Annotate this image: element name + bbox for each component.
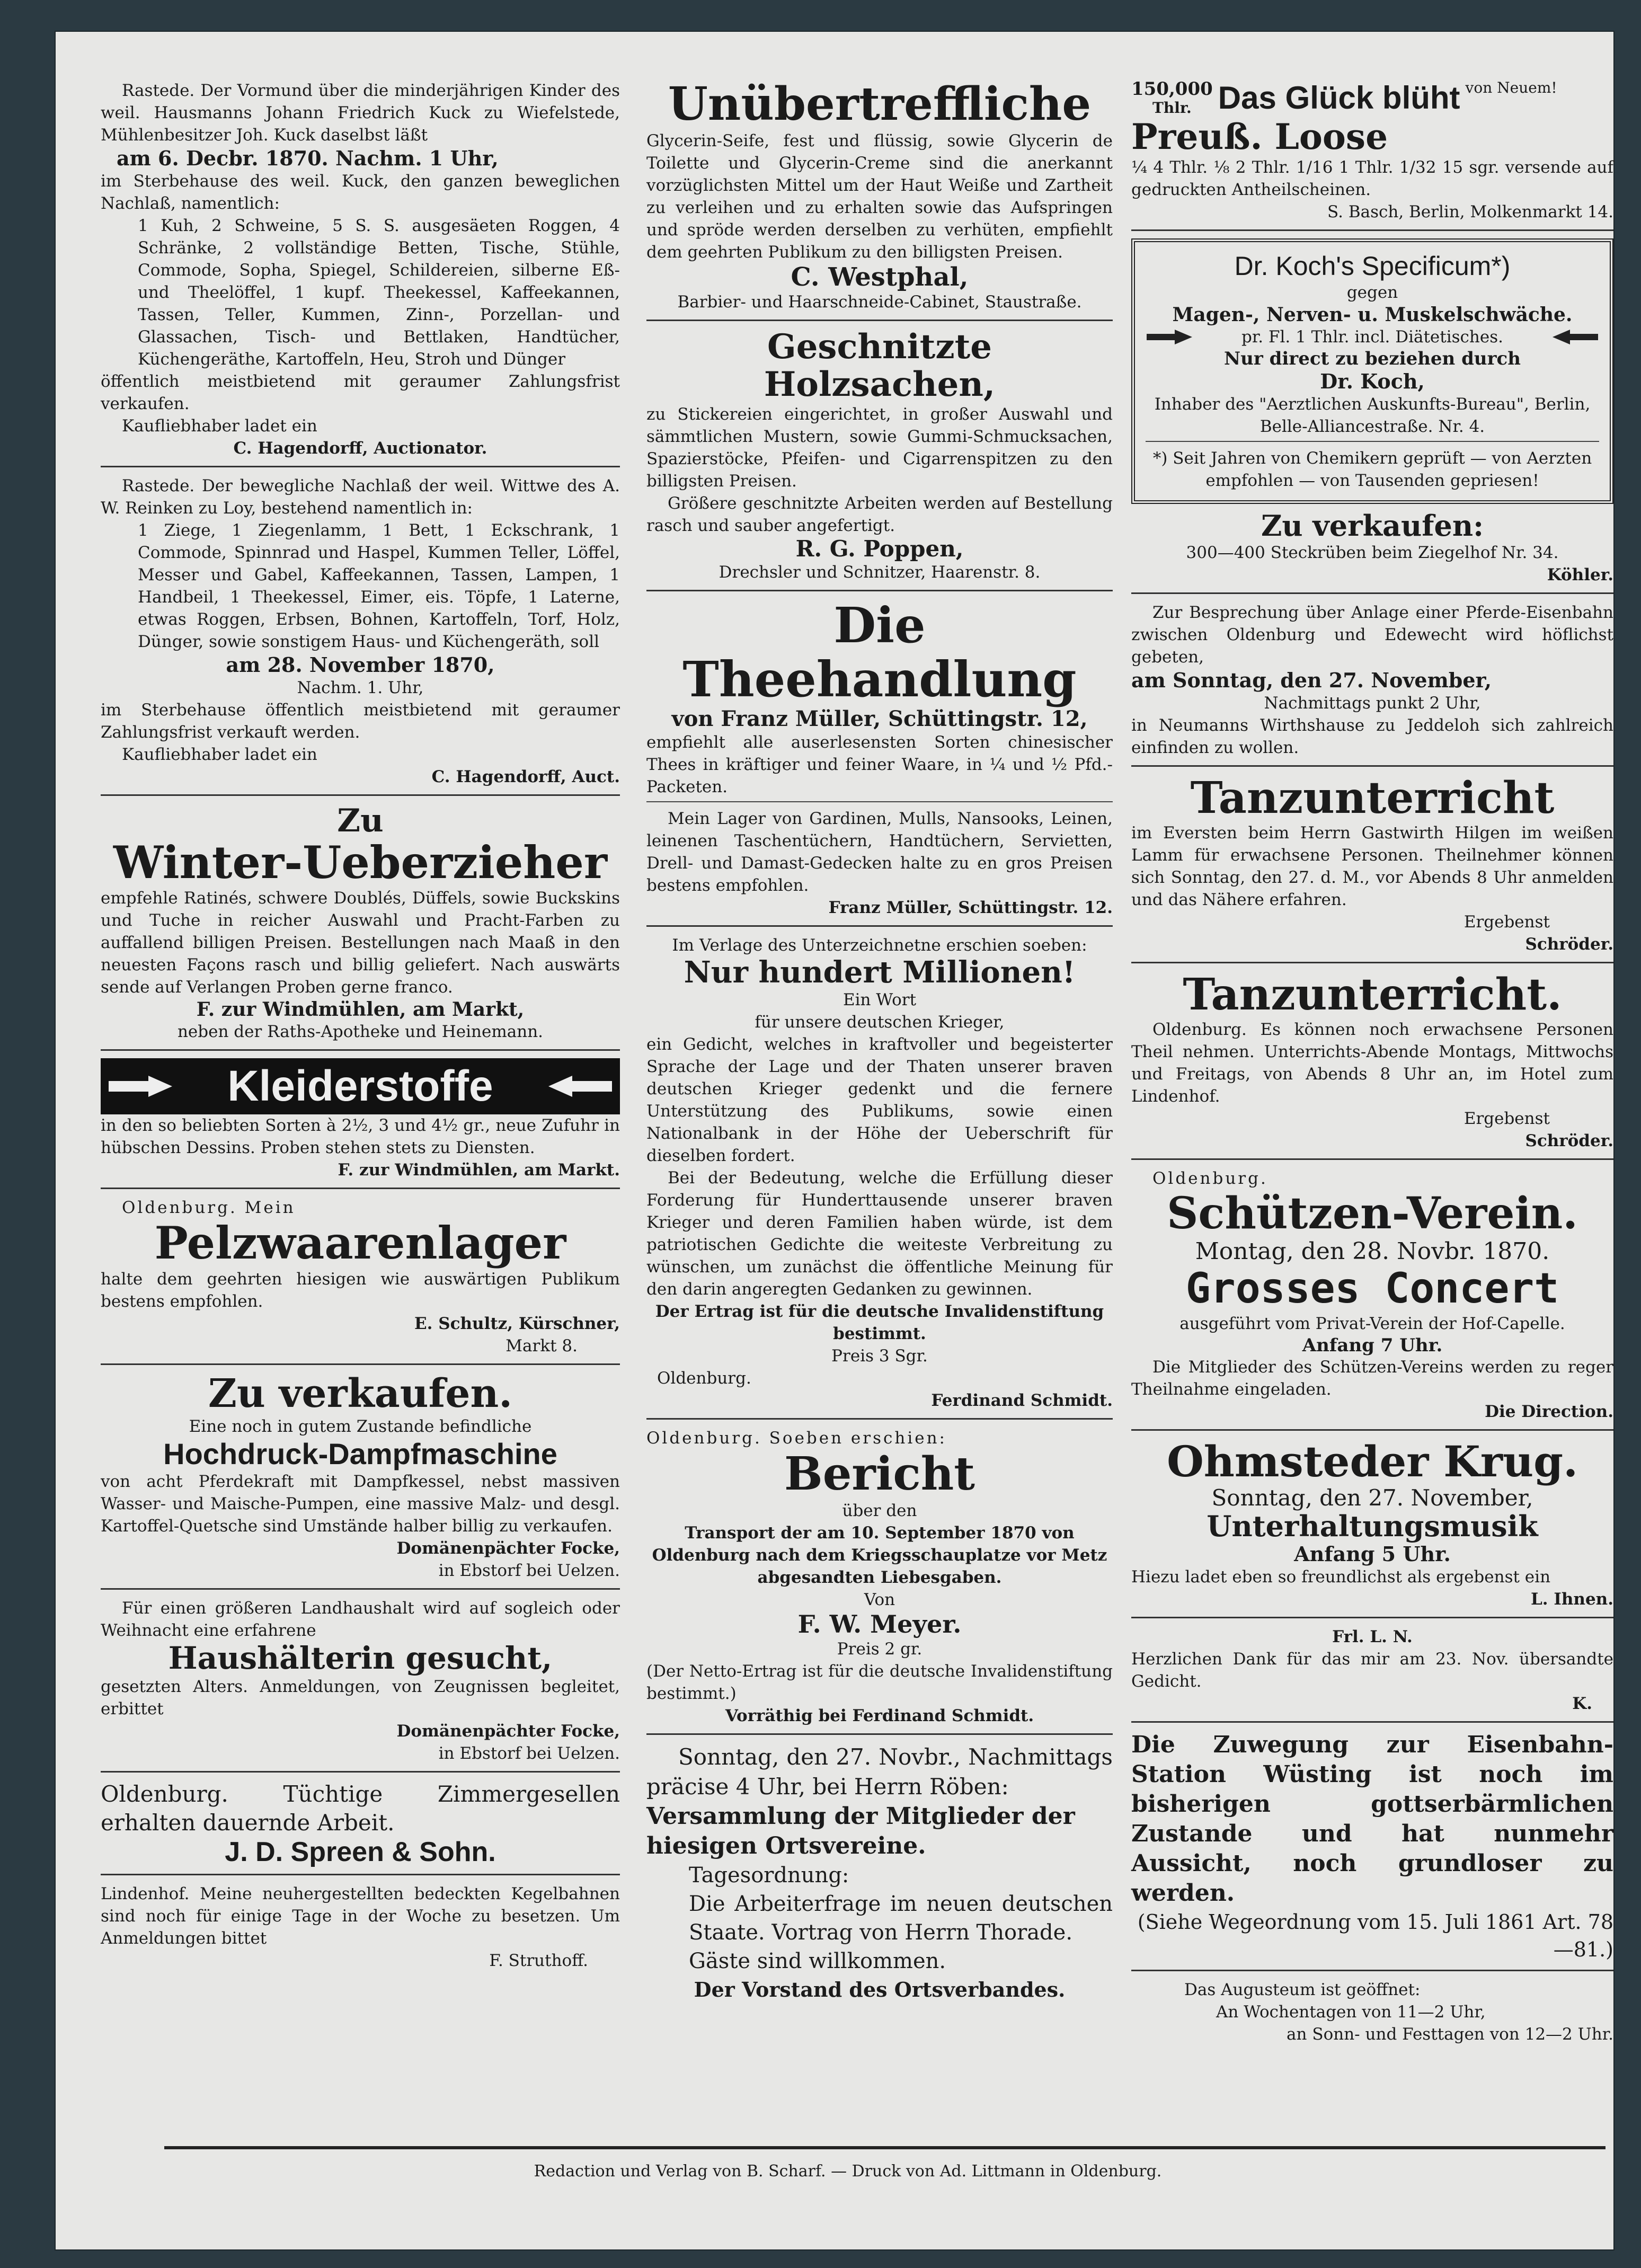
ad-text: Nur direct zu beziehen durch: [1224, 348, 1521, 369]
ad-text: Bei der Bedeutung, welche die Erfüllung dieser Forderung für Hunderttausende unserer braven Krieger und deren Familien haben würde, ist dem patriotischen Gedichte die weiteste Verbreitung zu wünschen, um zunächst die öffentliche Meinung für den darin angeregten Gedanken zu gewinnen.: [646, 1168, 1113, 1299]
signature-sub: Markt 8.: [505, 1336, 578, 1356]
signature: F. zur Windmühlen, am Markt,: [196, 998, 525, 1021]
ad-title: Unübertreffliche: [668, 77, 1092, 131]
ad-text: Kaufliebhaber ladet ein: [122, 417, 317, 436]
pointing-hand-right-icon: [1146, 326, 1193, 348]
signature: E. Schultz, Kürschner,: [414, 1314, 620, 1333]
ad-text: Gäste sind willkommen.: [689, 1948, 946, 1973]
signature: C. Hagendorff, Auct.: [431, 767, 620, 786]
ad-dampfmaschine: [101, 1372, 620, 1582]
price-row: [1146, 326, 1599, 348]
opening-hours: an Sonn- und Festtagen von 12—2 Uhr.: [1287, 2024, 1613, 2044]
price: Preis 2 gr.: [837, 1639, 922, 1659]
divider: [101, 1771, 620, 1773]
ad-versammlung: [646, 1742, 1113, 2004]
divider: [646, 1418, 1113, 1420]
divider: [1131, 1970, 1613, 1971]
signature: Vorräthig bei Ferdinand Schmidt.: [725, 1706, 1034, 1725]
ad-title-secondary: Grosses Concert: [1185, 1264, 1559, 1313]
divider: [101, 1188, 620, 1189]
ad-title: Das Glück blüht: [1218, 80, 1460, 116]
auction-date: am 6. Decbr. 1870. Nachm. 1 Uhr,: [117, 146, 499, 170]
ad-reinken-auction: [101, 475, 620, 788]
ad-title: Winter-Ueberzieher: [113, 836, 608, 889]
ad-highlight: Transport der am 10. September 1870 von Oldenburg nach dem Kriegsschauplatze vor Metz abgesandten Liebesgaben.: [652, 1523, 1107, 1587]
ad-heading-small: Frl. L. N.: [1332, 1627, 1413, 1646]
divider: [646, 925, 1113, 927]
ad-hundert-millionen: [646, 934, 1113, 1412]
divider: [646, 801, 1113, 802]
signature: C. Hagendorff, Auctionator.: [233, 439, 487, 458]
ad-heading-small: Oldenburg.: [1152, 1169, 1268, 1189]
ad-text: in Neumanns Wirthshause zu Jeddeloh sich zahlreich einfinden zu wollen.: [1131, 715, 1613, 757]
ad-text: Inhaber des "Aerztlichen Auskunfts-Bureau", Berlin, Belle-Alliancestraße. Nr. 4.: [1154, 394, 1591, 436]
ad-text: Von: [864, 1590, 895, 1609]
signature: F. zur Windmühlen, am Markt.: [338, 1160, 620, 1180]
divider: [101, 1049, 620, 1051]
signature: S. Basch, Berlin, Molkenmarkt 14.: [1327, 202, 1613, 222]
divider: [1131, 1721, 1613, 1723]
signature: R. G. Poppen,: [795, 536, 964, 562]
pointing-hand-right-icon: [106, 1070, 175, 1102]
ad-kegelbahnen: [101, 1883, 620, 1972]
ad-header-row: [1131, 79, 1613, 118]
ad-text: ¼ 4 Thlr. ⅛ 2 Thlr. 1/16 1 Thlr. 1/32 15 sgr. versende auf gedruckten Antheilscheinen.: [1131, 157, 1613, 199]
ad-text: zu Stickereien eingerichtet, in großer Auswahl und sämmtlichen Mustern, sowie Gummi-Schmucksachen, Spazierstöcke, Pfeifen- und Cigarrenspitzen zu den billigsten Preisen.: [646, 405, 1113, 491]
start-time: Anfang 5 Uhr.: [1294, 1541, 1451, 1566]
ad-kleiderstoffe: [101, 1058, 620, 1181]
item-list: 1 Ziege, 1 Ziegenlamm, 1 Bett, 1 Eckschrank, 1 Commode, Spinnrad und Haspel, Kummen Teller, Löffel, Messer und Gabel, Kaffeekannen, Tassen, Lampen, 1 Handbeil, 1 Theekessel, Eimer, eis. Töpfe, 1 Laterne, etwas Roggen, Erbsen, Bohnen, Kartoffeln, Torf, Holz, Dünger, sowie sonstigem Haus- und Küchengeräth, soll: [138, 521, 620, 651]
ad-title: Pelzwaarenlager: [154, 1217, 566, 1270]
ad-highlight: Versammlung der Mitglieder der hiesigen Ortsvereine.: [646, 1802, 1075, 1859]
start-time: Anfang 7 Uhr.: [1302, 1334, 1443, 1356]
ad-subtitle: von Franz Müller, Schüttingstr. 12,: [671, 706, 1088, 731]
ad-text: im Sterbehause des weil. Kuck, den ganzen beweglichen Nachlaß, namentlich:: [101, 172, 620, 213]
ad-pferde-eisenbahn: [1131, 601, 1613, 759]
ad-text: Glycerin-Seife, fest und flüssig, sowie Glycerin de Toilette und Glycerin-Creme sind die anerkannt vorzüglichsten Mittel um der Haut Weiße und Zartheit zu verleihen und zu erhalten sowie das Aufspringen und spröde werden derselben zu verhüten, empfiehlt dem geehrten Publikum zu den billigsten Preisen.: [646, 131, 1113, 262]
auction-time: Nachm. 1. Uhr,: [297, 678, 424, 697]
ad-text: 300—400 Steckrüben beim Ziegelhof Nr. 34.: [1186, 543, 1559, 562]
divider: [1131, 1617, 1613, 1618]
ad-text: öffentlich meistbietend mit geraumer Zahlungsfrist verkaufen.: [101, 372, 620, 413]
ad-text: Die Mitglieder des Schützen-Vereins werden zu reger Theilnahme eingeladen.: [1131, 1357, 1613, 1399]
ad-text: ausgeführt vom Privat-Verein der Hof-Capelle.: [1179, 1314, 1565, 1333]
signature-sub: Barbier- und Haarschneide-Cabinet, Staustraße.: [677, 293, 1082, 312]
divider: [101, 1588, 620, 1590]
ad-text: empfehle Ratinés, schwere Doublés, Düffels, sowie Buckskins und Tuche in reicher Auswahl und Pracht-Farben zu auffallend billigen Preisen. Bestellungen nach Maaß in den neuesten Façons rasch und billig geliefert. Nach auswärts sende auf Verlangen Proben gerne franco.: [101, 889, 620, 997]
signature: Schröder.: [1525, 1131, 1613, 1151]
ad-text: Oldenburg. Es können noch erwachsene Personen Theil nehmen. Unterrichts-Abende Montags, Mittwochs und Freitags, von Abends 8 Uhr an, im Hotel zum Lindenhof.: [1131, 1020, 1613, 1106]
ad-kuck-auction: [101, 79, 620, 459]
signature: Köhler.: [1547, 565, 1613, 584]
pointing-hand-left-icon: [546, 1070, 615, 1102]
ad-highlight: Magen-, Nerven- u. Muskelschwäche.: [1172, 303, 1573, 326]
ad-title: Die Theehandlung: [682, 597, 1077, 708]
agenda-item: Die Arbeiterfrage im neuen deutschen Staate. Vortrag von Herrn Thorade.: [689, 1891, 1113, 1945]
ad-tanzunterricht-2: [1131, 971, 1613, 1152]
ad-subtitle: Eine noch in gutem Zustande befindliche: [189, 1417, 532, 1437]
signature: L. Ihnen.: [1530, 1589, 1613, 1609]
meeting-date: am Sonntag, den 27. November,: [1131, 668, 1492, 692]
ad-title: Tanzunterricht.: [1183, 969, 1562, 1021]
ad-text: Für einen größeren Landhaushalt wird auf sogleich oder Weihnacht eine erfahrene: [101, 1598, 620, 1640]
divider: [1131, 962, 1613, 963]
price: Preis 3 Sgr.: [831, 1346, 928, 1366]
divider: [1131, 592, 1613, 594]
ad-title: Kleiderstoffe: [227, 1062, 493, 1111]
greeting: Ergebenst: [1463, 1109, 1550, 1129]
divider: [101, 794, 620, 796]
ad-winter-coats: [101, 803, 620, 1043]
ad-text: im Eversten beim Herrn Gastwirth Hilgen im weißen Lamm für erwachsene Personen. Theilnehmer können sich Sonntag, den 27. d. M., vor Abends 8 Uhr anmelden und das Nähere erfahren.: [1131, 823, 1613, 910]
ad-title: Geschnitzte Holzsachen,: [764, 327, 996, 404]
price: pr. Fl. 1 Thlr. incl. Diätetisches.: [1241, 327, 1503, 347]
signature: K.: [1572, 1694, 1592, 1713]
ad-text: Hiezu ladet eben so freundlichst als ergebenst ein: [1131, 1567, 1551, 1587]
ad-dr-koch: [1131, 238, 1613, 504]
item-list: 1 Kuh, 2 Schweine, 5 S. S. ausgesäeten Roggen, 4 Schränke, 2 vollständige Betten, Tische, Stühle, Commode, Sopha, Spiegel, Schildereien, silberne Eß- und Theelöffel, 1 kupf. Theekessel, Kaffeekannen, Tassen, Teller, Kummen, Zinn-, Porzellan- und Glassachen, Tisch- und Bettlaken, Handtücher, Küchengeräthe, Kartoffeln, Heu, Stroh und Dünger: [138, 216, 620, 369]
ad-pelzwaaren: [101, 1197, 620, 1357]
divider: [101, 1363, 620, 1365]
meeting-time: Nachmittags punkt 2 Uhr,: [1264, 693, 1481, 713]
ad-subtitle: über den: [842, 1501, 917, 1520]
column-2: [646, 79, 1113, 2007]
ad-text: Das Augusteum ist geöffnet:: [1184, 1980, 1421, 1999]
ad-text: in den so beliebten Sorten à 2½, 3 und 4½ gr., neue Zufuhr in hübschen Dessins. Proben stehen stets zu Diensten.: [101, 1116, 620, 1158]
ad-title-secondary: Preuß. Loose: [1131, 116, 1388, 157]
ad-subtitle: Ein Wort: [842, 990, 917, 1010]
ad-wuesting: [1131, 1730, 1613, 1963]
ad-note: *) Seit Jahren von Chemikern geprüft — von Aerzten empfohlen — von Tausenden gepriesen!: [1152, 448, 1592, 490]
greeting: Ergebenst: [1463, 912, 1550, 932]
signature: C. Westphal,: [791, 262, 969, 292]
ad-text: Größere geschnitzte Arbeiten werden auf Bestellung rasch und sauber angefertigt.: [646, 494, 1113, 536]
ad-ohmsteder-krug: [1131, 1438, 1613, 1610]
ad-text: Sonntag, den 27. Novbr., Nachmittags präcise 4 Uhr, bei Herrn Röben:: [646, 1743, 1113, 1800]
column-1: [101, 79, 620, 1975]
ad-text: ein Gedicht, welches in kraftvoller und begeisterter Sprache der Lage und der Thaten unserer braven deutschen Krieger gedenkt und die fernere Unterstützung des Publikums, sowie einen Nationalbank in der Höhe der Ueberschrift für dieselben fordert.: [646, 1035, 1113, 1166]
divider: [1131, 765, 1613, 767]
ad-title-secondary: Unterhaltungsmusik: [1207, 1509, 1538, 1543]
ad-title: Zu verkaufen.: [208, 1370, 513, 1416]
ad-zimmergesellen: [101, 1780, 620, 1867]
signature: Ferdinand Schmidt.: [931, 1391, 1113, 1411]
amount-block: [1131, 79, 1213, 118]
divider: [646, 1733, 1113, 1735]
ad-text: empfiehlt alle auserlesensten Sorten chinesischer Thees in kräftiger und feiner Waare, in ¼ und ½ Pfd.-Packeten.: [646, 732, 1113, 796]
ad-schuetzen-verein: [1131, 1167, 1613, 1422]
place: Oldenburg.: [657, 1369, 751, 1388]
ad-text: halte dem geehrten hiesigen wie auswärtigen Publikum bestens empfohlen.: [101, 1269, 620, 1311]
ad-subtitle: für unsere deutschen Krieger,: [755, 1013, 1005, 1032]
ad-heading-small: Zu: [337, 802, 384, 839]
pointing-hand-left-icon: [1551, 326, 1599, 348]
ad-title: Schützen-Verein.: [1167, 1188, 1578, 1239]
ad-text: Kaufliebhaber ladet ein: [122, 745, 317, 764]
divider: [1131, 229, 1613, 231]
ad-title: Tanzunterricht: [1190, 772, 1555, 823]
ad-text: von acht Pferdekraft mit Dampfkessel, nebst massiven Wasser- und Maische-Pumpen, eine massive Malz- und desgl. Kartoffel-Quetsche sind Umstände halber billig zu verkaufen.: [101, 1472, 620, 1536]
divider: [101, 466, 620, 467]
signature: Domänenpächter Focke,: [396, 1538, 620, 1558]
signature-sub: Drechsler und Schnitzer, Haarenstr. 8.: [719, 563, 1041, 582]
ad-text: Oldenburg. Tüchtige Zimmergesellen erhalten dauernde Arbeit.: [101, 1780, 620, 1836]
signature: J. D. Spreen & Sohn.: [225, 1836, 496, 1867]
signature: Domänenpächter Focke,: [396, 1721, 620, 1741]
signature-sub: in Ebstorf bei Uelzen.: [438, 1561, 620, 1580]
ad-text: im Sterbehause öffentlich meistbietend mit geraumer Zahlungsfrist verkauft werden.: [101, 701, 620, 742]
ad-bericht: [646, 1427, 1113, 1726]
ad-title: Dr. Koch's Specificum*): [1234, 251, 1511, 281]
ad-dank: [1131, 1626, 1613, 1715]
ad-title: Ohmsteder Krug.: [1167, 1436, 1578, 1486]
ad-text: Rastede. Der bewegliche Nachlaß der weil. Wittwe des A. W. Reinken zu Loy, bestehend namentlich in:: [101, 476, 620, 518]
ad-doctor: Dr. Koch,: [1320, 369, 1425, 393]
ad-heading-small: Oldenburg. Soeben erschien:: [646, 1429, 947, 1448]
divider: [646, 590, 1113, 591]
divider: [1131, 1158, 1613, 1160]
signature: Schröder.: [1525, 935, 1613, 954]
ad-subtitle: von Neuem!: [1465, 79, 1557, 96]
ad-text: (Siehe Wegeordnung vom 15. Juli 1861 Art. 78—81.): [1137, 1910, 1613, 1961]
event-date: Sonntag, den 27. November,: [1211, 1484, 1533, 1511]
signature: Franz Müller, Schüttingstr. 12.: [828, 898, 1113, 917]
divider: [1146, 441, 1599, 442]
signature: Der Vorstand des Ortsverbandes.: [694, 1977, 1066, 2001]
ad-steckrueben: [1131, 510, 1613, 586]
ad-text: gesetzten Alters. Anmeldungen, von Zeugnissen begleitet, erbittet: [101, 1677, 620, 1718]
footer-divider: [164, 2146, 1605, 2149]
author: F. W. Meyer.: [797, 1609, 962, 1638]
ad-title: Bericht: [784, 1447, 975, 1501]
ad-text: Rastede. Der Vormund über die minderjährigen Kinder des weil. Hausmanns Johann Friedrich Kuck zu Wiefelstede, Mühlenbesitzer Joh. Kuck daselbst läßt: [101, 81, 620, 145]
ad-augusteum: [1131, 1979, 1613, 2045]
currency: Thlr.: [1152, 99, 1192, 117]
ad-title: Nur hundert Millionen!: [684, 954, 1076, 990]
ad-title: Haushälterin gesucht,: [168, 1640, 553, 1676]
ad-title-secondary: Hochdruck-Dampfmaschine: [163, 1437, 557, 1471]
ad-highlight: Der Ertrag ist für die deutsche Invalidenstiftung bestimmt.: [655, 1302, 1104, 1344]
ad-text: gegen: [1346, 282, 1398, 302]
ad-glycerin: [646, 79, 1113, 313]
ad-theehandlung: [646, 599, 1113, 918]
ad-banner: [101, 1058, 620, 1114]
opening-hours: An Wochentagen von 11—2 Uhr,: [1216, 2002, 1486, 2022]
amount: 150,000: [1131, 78, 1213, 100]
divider: [1131, 1429, 1613, 1431]
ad-heading-small: Oldenburg. Mein: [122, 1198, 296, 1218]
ad-holzsachen: [646, 329, 1113, 583]
agenda-label: Tagesordnung:: [689, 1863, 849, 1888]
divider: [646, 320, 1113, 321]
signature-sub: neben der Raths-Apotheke und Heinemann.: [177, 1022, 544, 1042]
ad-highlight: Die Zuwegung zur Eisenbahn-Station Wüsting ist noch im bisherigen gottserbärmlichen Zustande und hat nunmehr Aussicht, noch grundloser zu werden.: [1131, 1731, 1613, 1907]
ad-text: Mein Lager von Gardinen, Mulls, Nansooks, Leinen, leinenen Taschentüchern, Handtüchern, Servietten, Drell- und Damast-Gedecken halte zu en gros Preisen bestens empfohlen.: [646, 809, 1113, 895]
signature-sub: in Ebstorf bei Uelzen.: [438, 1743, 620, 1763]
ad-preuss-loose: [1131, 79, 1613, 223]
signature: Die Direction.: [1485, 1402, 1613, 1421]
ad-title: Zu verkaufen:: [1261, 508, 1484, 543]
ad-text: Im Verlage des Unterzeichnetne erschien soeben:: [672, 935, 1087, 955]
ad-text: Lindenhof. Meine neuhergestellten bedeckten Kegelbahnen sind noch für einige Tage in der Woche zu besetzen. Um Anmeldungen bittet: [101, 1884, 620, 1948]
ad-tanzunterricht-1: [1131, 774, 1613, 955]
imprint: Redaction und Verlag von B. Scharf. — Druck von Ad. Littmann in Oldenburg.: [534, 2162, 1162, 2181]
ad-text: Zur Besprechung über Anlage einer Pferde-Eisenbahn zwischen Oldenburg und Edewecht wird höflichst gebeten,: [1131, 603, 1613, 667]
ad-text: Herzlichen Dank für das mir am 23. Nov. übersandte Gedicht.: [1131, 1649, 1613, 1691]
concert-date: Montag, den 28. Novbr. 1870.: [1195, 1237, 1550, 1265]
divider: [101, 1874, 620, 1875]
ad-note: (Der Netto-Ertrag ist für die deutsche Invalidenstiftung bestimmt.): [646, 1661, 1113, 1703]
signature: F. Struthoff.: [489, 1951, 588, 1970]
auction-date: am 28. November 1870,: [226, 653, 495, 677]
column-3: [1131, 79, 1613, 2049]
ad-haushaelterin: [101, 1597, 620, 1765]
